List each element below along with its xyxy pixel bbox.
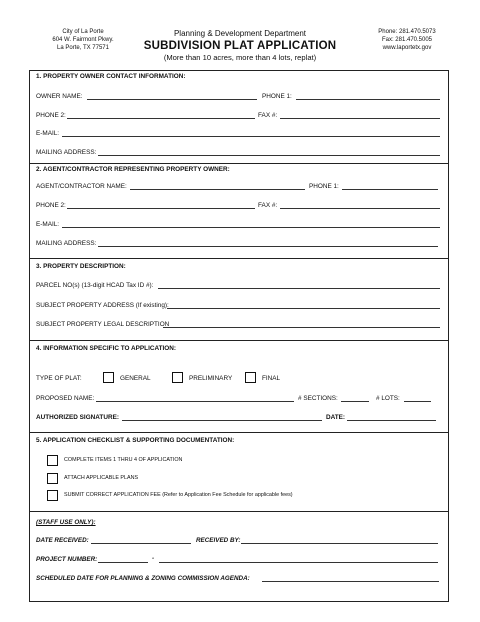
city-zip: La Porte, TX 77571 [57,45,109,51]
owner-phone2-field[interactable] [67,118,255,119]
agent-email-field[interactable] [62,227,440,228]
checklist-checkbox-1[interactable] [47,455,58,466]
agent-name-field[interactable] [130,189,305,190]
agent-email-label: E-MAIL: [36,221,60,228]
section-divider [29,163,449,164]
section2-title: 2. AGENT/CONTRACTOR REPRESENTING PROPERTY OWNER: [36,166,230,173]
page-title: SUBDIVISION PLAT APPLICATION [143,40,337,52]
pz-agenda-date-field[interactable] [262,581,439,582]
section-divider [29,432,449,433]
date-received-field[interactable] [91,543,191,544]
checklist-item-3: SUBMIT CORRECT APPLICATION FEE (Refer to Application Fee Schedule for applicable fees) [64,492,293,498]
general-checkbox[interactable] [103,372,114,383]
proposed-name-field[interactable] [96,401,294,402]
agent-mailing-label: MAILING ADDRESS: [36,240,97,247]
lots-field[interactable] [404,401,431,402]
checklist-item-1: COMPLETE ITEMS 1 THRU 4 OF APPLICATION [64,457,183,463]
checklist-item-2: ATTACH APPLICABLE PLANS [64,475,139,481]
agent-phone2-label: PHONE 2: [36,202,66,209]
signature-date-label: DATE: [326,414,346,421]
agent-phone1-label: PHONE 1: [309,183,339,190]
pz-agenda-date-label: SCHEDULED DATE FOR PLANNING & ZONING COMMISSION AGENDA: [36,575,250,582]
agent-fax-label: FAX #: [258,202,278,209]
project-number-label: PROJECT NUMBER: [36,556,98,563]
parcel-field[interactable] [158,288,440,289]
agent-name-label: AGENT/CONTRACTOR NAME: [36,183,127,190]
city-address-block [38,28,128,52]
checklist-checkbox-3[interactable] [47,490,58,501]
lots-label: # LOTS: [376,395,400,402]
agent-phone1-field[interactable] [342,189,438,190]
contact-phone: Phone: 281.470.5073 [378,29,436,35]
proposed-name-label: PROPOSED NAME: [36,395,95,402]
date-received-label: DATE RECEIVED: [36,537,89,544]
type-of-plat-label: TYPE OF PLAT: [36,375,82,382]
contact-block [370,28,444,52]
preliminary-checkbox[interactable] [172,372,183,383]
received-by-field[interactable] [241,543,438,544]
final-option-label: FINAL [262,375,281,382]
section3-title: 3. PROPERTY DESCRIPTION: [36,263,126,270]
owner-fax-field[interactable] [280,118,440,119]
signature-label: AUTHORIZED SIGNATURE: [36,414,119,421]
header-title-block [120,28,360,63]
legal-description-label: SUBJECT PROPERTY LEGAL DESCRIPTION [36,321,170,328]
section1-title: 1. PROPERTY OWNER CONTACT INFORMATION: [36,73,186,80]
sections-label: # SECTIONS: [298,395,338,402]
contact-fax: Fax: 281.470.5005 [381,37,433,43]
owner-name-label: OWNER NAME: [36,93,83,100]
section5-title: 5. APPLICATION CHECKLIST & SUPPORTING DOCUMENTATION: [36,437,235,444]
final-checkbox[interactable] [245,372,256,383]
section-divider [29,511,449,512]
city-street: 604 W. Fairmont Pkwy. [52,37,114,43]
owner-email-field[interactable] [62,136,440,137]
property-address-field[interactable] [167,308,440,309]
owner-mailing-field[interactable] [98,155,440,156]
property-address-label: SUBJECT PROPERTY ADDRESS (If existing): [36,302,169,309]
project-number-field-2[interactable] [159,562,438,563]
checklist-checkbox-2[interactable] [47,473,58,484]
city-name: City of La Porte [62,29,104,35]
project-number-dash: - [152,555,155,562]
parcel-label: PARCEL NO(s) (13-digit HCAD Tax ID #): [36,282,154,289]
agent-fax-field[interactable] [280,208,440,209]
department-name: Planning & Development Department [173,29,307,38]
owner-fax-label: FAX #: [258,112,278,119]
general-option-label: GENERAL [120,375,151,382]
sections-field[interactable] [341,401,369,402]
owner-mailing-label: MAILING ADDRESS: [36,149,97,156]
legal-description-field[interactable] [163,327,440,328]
owner-name-field[interactable] [87,99,257,100]
owner-phone1-label: PHONE 1: [262,93,292,100]
project-number-field-1[interactable] [98,562,148,563]
signature-date-field[interactable] [347,420,436,421]
agent-mailing-field[interactable] [98,246,438,247]
staff-use-title: (STAFF USE ONLY): [36,519,96,526]
owner-phone2-label: PHONE 2: [36,112,66,119]
section-divider [29,258,449,259]
preliminary-option-label: PRELIMINARY [189,375,233,382]
signature-field[interactable] [122,420,322,421]
owner-phone1-field[interactable] [296,99,440,100]
agent-phone2-field[interactable] [67,208,255,209]
contact-website: www.laportetx.gov [382,45,432,51]
section-divider [29,340,449,341]
owner-email-label: E-MAIL: [36,130,60,137]
page-subtitle: (More than 10 acres, more than 4 lots, replat) [163,53,317,62]
received-by-label: RECEIVED BY: [196,537,241,544]
section4-title: 4. INFORMATION SPECIFIC TO APPLICATION: [36,345,177,352]
